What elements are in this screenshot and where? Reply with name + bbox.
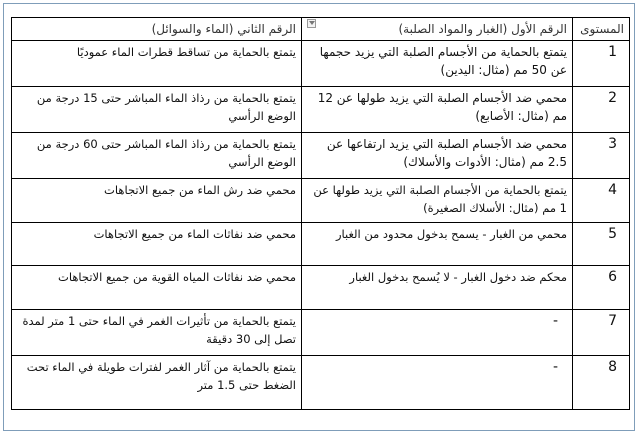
- column-resize-handle[interactable]: [307, 19, 316, 28]
- level-cell: 7: [573, 310, 630, 356]
- dust-protection-cell: محمي ضد الأجسام الصلبة التي يزيد ارتفاعها عن 2.5 مم (مثال: الأدوات والأسلاك): [302, 133, 573, 179]
- table-row: [12, 41, 630, 87]
- dust-protection-cell: محمي ضد الأجسام الصلبة التي يزيد طولها عن 12 مم (مثال: الأصابع): [302, 87, 573, 133]
- level-cell: 5: [573, 223, 630, 266]
- dust-protection-cell: يتمتع بالحماية من الأجسام الصلبة التي يزيد حجمها عن 50 مم (مثال: اليدين): [302, 41, 573, 87]
- dust-protection-cell: يتمتع بالحماية من الأجسام الصلبة التي يزيد طولها عن 1 مم (مثال: الأسلاك الصغيرة): [302, 179, 573, 223]
- water-protection-cell: يتمتع بالحماية من تساقط قطرات الماء عموديًا: [12, 41, 302, 87]
- level-cell: 1: [573, 41, 630, 87]
- table-row: [12, 223, 630, 266]
- dust-protection-cell: -: [302, 310, 573, 356]
- header-second-digit: الرقم الثاني (الماء والسوائل): [12, 18, 302, 41]
- ip-rating-table-container: [11, 17, 629, 429]
- table-row: [12, 87, 630, 133]
- dust-protection-cell: محكم ضد دخول الغبار - لا يُسمح بدخول الغبار: [302, 266, 573, 310]
- dust-protection-cell: محمي من الغبار - يسمح بدخول محدود من الغبار: [302, 223, 573, 266]
- water-protection-cell: يتمتع بالحماية من رذاذ الماء المباشر حتى 60 درجة من الوضع الرأسي: [12, 133, 302, 179]
- water-protection-cell: يتمتع بالحماية من آثار الغمر لفترات طويلة في الماء تحت الضغط حتى 1.5 متر: [12, 356, 302, 410]
- level-cell: 6: [573, 266, 630, 310]
- table-row: [12, 310, 630, 356]
- water-protection-cell: محمي ضد نفاثات الماء من جميع الاتجاهات: [12, 223, 302, 266]
- level-cell: 3: [573, 133, 630, 179]
- water-protection-cell: محمي ضد نفاثات المياه القوية من جميع الاتجاهات: [12, 266, 302, 310]
- table-row: [12, 356, 630, 410]
- level-cell: 4: [573, 179, 630, 223]
- water-protection-cell: محمي ضد رش الماء من جميع الاتجاهات: [12, 179, 302, 223]
- ip-rating-table: [11, 17, 630, 410]
- header-level: المستوى: [573, 18, 630, 41]
- table-header-row: [12, 18, 630, 41]
- water-protection-cell: يتمتع بالحماية من تأثيرات الغمر في الماء حتى 1 متر لمدة تصل إلى 30 دقيقة: [12, 310, 302, 356]
- header-first-digit: الرقم الأول (الغبار والمواد الصلبة): [302, 18, 573, 41]
- table-row: [12, 266, 630, 310]
- table-row: [12, 179, 630, 223]
- level-cell: 8: [573, 356, 630, 410]
- table-row: [12, 133, 630, 179]
- dust-protection-cell: -: [302, 356, 573, 410]
- water-protection-cell: يتمتع بالحماية من رذاذ الماء المباشر حتى 15 درجة من الوضع الرأسي: [12, 87, 302, 133]
- level-cell: 2: [573, 87, 630, 133]
